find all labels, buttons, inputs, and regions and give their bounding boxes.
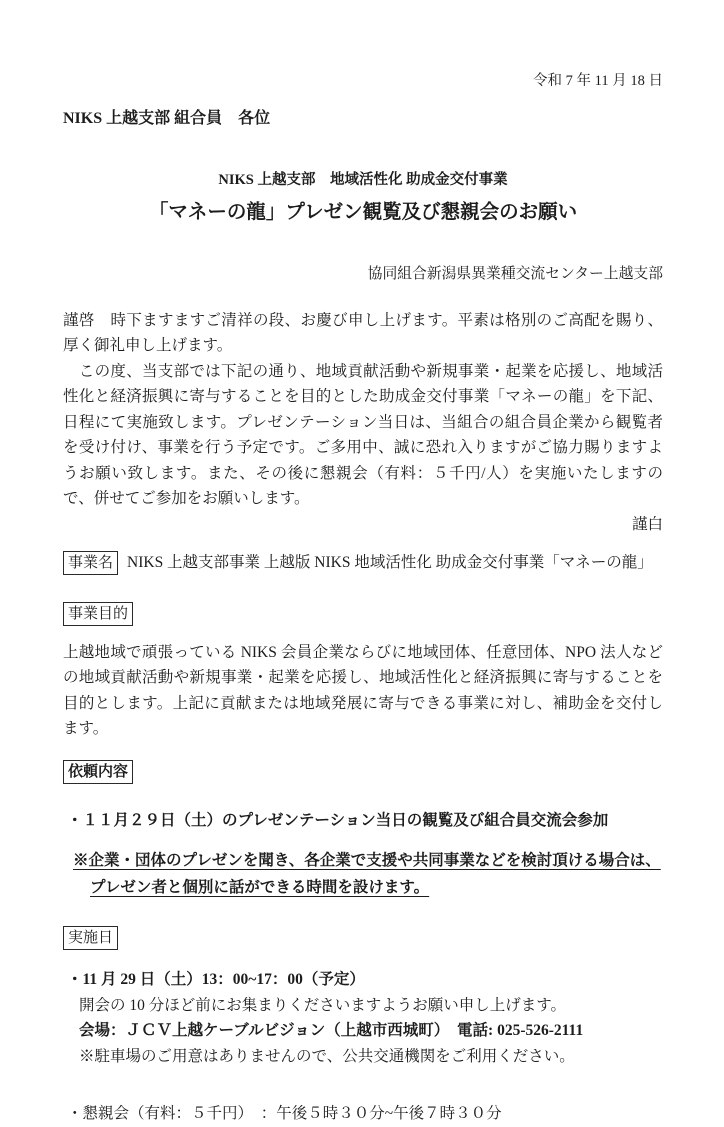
request-note: ※企業・団体のプレゼンを聞き、各企業で支援や共同事業などを検討頂ける場合は、プレゼン者と個別に話ができる時間を設けます。 xyxy=(73,851,661,896)
request-label: 依頼内容 xyxy=(63,760,133,784)
schedule-date-bullet: ・11 月 29 日（土）13：00~17：00（予定） xyxy=(67,971,365,988)
purpose-label-row xyxy=(63,601,663,627)
closing-word: 謹白 xyxy=(631,515,663,533)
document-title: 「マネーの龍」プレゼン観覧及び懇親会のお願い xyxy=(148,202,578,223)
sender-organization: 協同組合新潟県異業種交流センター上越支部 xyxy=(367,266,663,282)
document-date: 令和 7 年 11 月 18 日 xyxy=(533,73,663,89)
program-subtitle: NIKS 上越支部 地域活性化 助成金交付事業 xyxy=(218,171,508,188)
schedule-label-row xyxy=(63,925,663,951)
project-name-row xyxy=(63,551,663,575)
request-bullet: ・１１月２９日（土）のプレゼンテーション当日の観覧及び組合員交流会参加 xyxy=(67,812,609,829)
schedule-gather-note: 開会の 10 分ほど前にお集まりくださいますようお願い申し上げます。 xyxy=(79,996,567,1014)
project-name-label: 事業名 xyxy=(63,551,118,575)
party-bullet: ・懇親会（有料：５千円） ：午後５時３０分~午後７時３０分 xyxy=(67,1105,502,1122)
parking-note: ※駐車場のご用意はありませんので、公共交通機関をご利用ください。 xyxy=(79,1047,575,1065)
schedule-label: 実施日 xyxy=(63,926,118,950)
purpose-label: 事業目的 xyxy=(63,602,133,626)
recipient-line: NIKS 上越支部 組合員 各位 xyxy=(63,110,271,127)
project-name-value: NIKS 上越支部事業 上越版 NIKS 地域活性化 助成金交付事業「マネーの龍」 xyxy=(127,554,653,571)
purpose-paragraph: 上越地域で頑張っている NIKS 会員企業ならびに地域団体、任意団体、NPO 法人などの地域貢献活動や新規事業・起業を応援し、地域活性化と経済振興に寄与することを目的とします。上記に貢献または地域発展に寄与できる事業に対し、補助金を交付します。 xyxy=(63,643,663,737)
body-paragraph: この度、当支部では下記の通り、地域貢献活動や新規事業・起業を応援し、地域活性化と経済振興に寄与することを目的とした助成金交付事業「マネーの龍」を下記、日程にて実施致します。プレゼンテーション当日は、当組合の組合員企業から観覧者を受け付け、事業を行う予定です。ご多用中、誠に恐れ入りますがご協力賜りますようお願い致します。また、その後に懇親会（有料：５千円/人）を実施いたしますので、併せてご参加をお願いします。 xyxy=(63,362,663,507)
venue-line: 会場：ＪＣＶ上越ケーブルビジョン（上越市西城町） 電話: 025-526-2111 xyxy=(79,1022,584,1039)
request-label-row xyxy=(63,759,663,785)
greeting-paragraph: 謹啓 時下ますますご清祥の段、お慶び申し上げます。平素は格別のご高配を賜り、厚く御礼申し上げます。 xyxy=(63,311,663,354)
